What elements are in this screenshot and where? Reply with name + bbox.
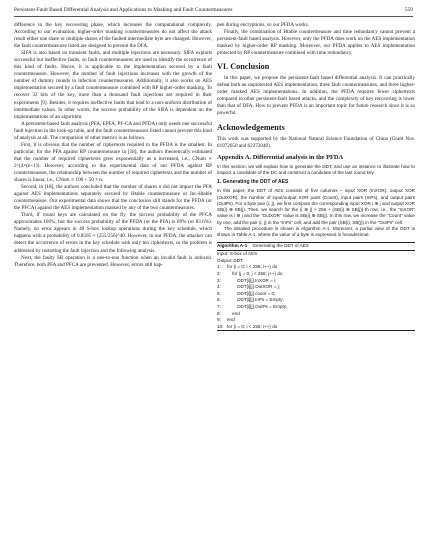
- algorithm-line: [217, 278, 415, 285]
- algorithm-label: Algorithm A-1: [217, 243, 248, 249]
- line-number: 10:: [217, 323, 224, 329]
- body-paragraph: In this paper, we propose the persistent-fault based differential analysis. It can practically defeat both an unprotected AES implementation, three fault countermeasures, and three higher-order masked AES implementations. In addition, the PFDA requires fewer ciphertexts compared to other persistent-fault based attacks, and the complexity of key recovering is lower than that of DFA. How to prevent PFDA is an important topic for future research since it is so powerful.: [217, 75, 415, 117]
- line-code: DDT[i][j].OutPs = Empty;: [227, 303, 288, 309]
- line-number: 7:: [217, 303, 221, 309]
- algorithm-line: [217, 304, 415, 311]
- line-number: 4:: [217, 284, 221, 290]
- line-number: 3:: [217, 277, 221, 283]
- appendix-heading: Appendix A. Differential analysis in the PFDA: [217, 153, 344, 161]
- line-number: 5:: [217, 290, 221, 296]
- appendix-paragraph: In this paper, the DDT of AES consists of five columns – input XOR (InXOR), output XOR (OutXOR), the number of input/output XOR pairs (Count), input pairs (InPs), and output pairs (OutPs). For a byte pair (i, j), we first compute the corresponding input XOR i ⊕ j and output XOR SB(i) ⊕ SB(j). Then, we search for the (i ⊕ j) × 256 + (SB(i) ⊕ SB(j))-th row, i.e., the "InXOR" value is i ⊕ j and the "OutXOR" value is SB(i) ⊕ SB(j). In this row, we increase the "Count" value by one, add the pair (i, j) in the "InPs" cell, and add the pair (SB(i), SB(j)) in the "OutPs" cell.: [217, 188, 415, 225]
- line-code: for (i = 0; i < 256; i++) do: [227, 323, 278, 329]
- section-heading-conclusion: VI. Conclusion: [217, 62, 270, 72]
- line-number: 2:: [217, 270, 221, 276]
- body-paragraph: First, it is obvious that the number of ciphertexts required in the PFDA is the smallest. In particular, for the PFA against RP countermeasure in [18], the authors theoretically estimated that the number of required ciphertexts grew exponentially as n increased, i.e., CNum ∝ 2^(4×(n+1)). However, according to the experimental data of our PFDA against RP countermeasure, the relationship between the number of required ciphertexts and the number of shares is linear, i.e., CNum ∝ 100 + 50 × n.: [14, 141, 212, 184]
- algorithm-line: [217, 311, 415, 318]
- line-number: 8:: [217, 310, 221, 316]
- algorithm-box: [217, 242, 415, 332]
- body-paragraph: Second, in [18], the authors concluded that the number of shares n did not impact the PFA against AES implementations separately secured by Htable countermeasure or Inc-Htable countermeasure. Our experimental data shows that the conclusion still stands for the PFDA (or the PFCA) against the AES implementation masked by any of the two countermeasures.: [14, 184, 212, 212]
- running-header: [14, 4, 413, 17]
- line-number: 6:: [217, 297, 221, 303]
- body-paragraph: This work was supported by the National Natural Science Foundation of China (Grant Nos. 61972050 and 62272040).: [217, 135, 415, 149]
- line-number: 9:: [217, 317, 221, 323]
- left-column: [14, 22, 212, 269]
- body-paragraph: difference in the key recovering phase, which increases the computational complexity. According to our evaluation, higher-order masking countermeasures do not affect the attack result either one share or multiple shares of the faulted intermediate byte are changed. However, the fault countermeasures listed are designed to prevent the DFA.: [14, 22, 212, 50]
- body-paragraph: Next, the faulty SB operation is a one-to-one function when an invalid fault is induced. Therefore, both PFA and PFCA are prevented. However, errors still hap-: [14, 254, 212, 268]
- body-paragraph: SIFA is also based on transient faults, and multiple injections are necessary. SIFA exploits successful but ineffective faults, so fault countermeasures are used to identify the occurrence of this kind of faults. Hence, it is applicable to the implementation secured by a fault countermeasure. However, the number of fault injections increases with the growth of the number of dummy rounds in infection countermeasures. Additionally, it also works on AES implementation secured by a fault countermeasure combined with RP higher-order masking. To recover 32 bits of the key, more than a thousand fault injections are required in their experiments [9]. Besides, it requires ineffective faults that lead to a non-uniform distribution of intermediate values. In other words, the success probability of the SIFA is dependent on the implementations of an algorithm.: [14, 50, 212, 120]
- algorithm-line: [217, 317, 415, 324]
- algorithm-line: [217, 324, 415, 331]
- line-code: end: [227, 310, 240, 316]
- right-column: [217, 22, 415, 331]
- line-code: for (i = 0; i < 256; i++) do: [227, 264, 278, 270]
- line-code: DDT[i][j].InPs = Empty;: [227, 297, 284, 303]
- body-paragraph: A persistent-based fault analysis (PFA, EPFA, PF-CA and PFDA) only needs one successful fault injection in the look-up table, and the fault countermeasures listed cannot prevent this kind of analysis at all. The comparison of other metrics is as follows.: [14, 120, 212, 141]
- algorithm-caption: Generating the DDT of AES: [252, 243, 309, 249]
- algorithm-line: [217, 297, 415, 304]
- line-code: end: [227, 317, 235, 323]
- algorithm-line: [217, 291, 415, 298]
- appendix-paragraph: The detailed procedure is shown in Algorithm A-1. Moreover, a partial view of the DDT is shown in Table A-1, where the value of a byte is expressed in hexadecimal.: [217, 225, 415, 238]
- line-code: for (j = 0; j < 256; j++) do: [227, 270, 283, 276]
- line-number: 1:: [217, 264, 221, 270]
- algorithm-input: Input: S-box of AES.: [217, 251, 259, 257]
- running-title: Persistent-Fault Based Differential Analysis and Applications to Masking and Fault Countermeasures: [14, 7, 233, 13]
- algorithm-title: [217, 243, 415, 252]
- body-paragraph: pen during encryptions, so our PFDA works.: [217, 22, 309, 28]
- algorithm-line: [217, 271, 415, 278]
- algorithm-line: [217, 284, 415, 291]
- section-heading-acknowledgements: Acknowledgements: [217, 122, 285, 132]
- algorithm-output: Output: DDT.: [217, 257, 244, 263]
- body-paragraph: Third, if round keys are calculated on the fly, the success probability of the PFCA approximates 100%, but the success probability of the PFDA (or the PFA) is 89% (or 83.6%). Namely, no error appears in 40 S-box lookup operations during the key schedule, which happens with a probability of 0.8505 ≈ (255/256)^40. However, in our PFDA, the attacker can detect the occurrence of errors in the key schedule with only ten ciphertexts, so the problem is addressed by restarting the fault injection and the following analysis.: [14, 212, 212, 254]
- appendix-intro: In this section, we will explain how to generate the DDT, and use an instance to illustrate how to inspect a candidate of the DC and construct a candidate of the last round key.: [217, 163, 415, 175]
- appendix-subheading: 1. Generating the DDT of AES: [217, 179, 289, 186]
- body-paragraph: Finally, the combination of Htable countermeasure and time redundancy cannot prevent a persistent-fault based analysis. However, only the PFDA does work on the AES implementation masked by higher-order RP masking. Moreover, our PFDA applies to AES implementation protected by RP countermeasure combined with time redundancy.: [217, 29, 415, 57]
- line-code: DDT[i][j].InXOR = i;: [227, 277, 277, 283]
- page-number: 559: [404, 7, 413, 13]
- line-code: DDT[i][j].OutXOR = j;: [227, 284, 280, 290]
- algorithm-line: [217, 264, 415, 271]
- line-code: DDT[i][j].count = 0;: [227, 290, 276, 296]
